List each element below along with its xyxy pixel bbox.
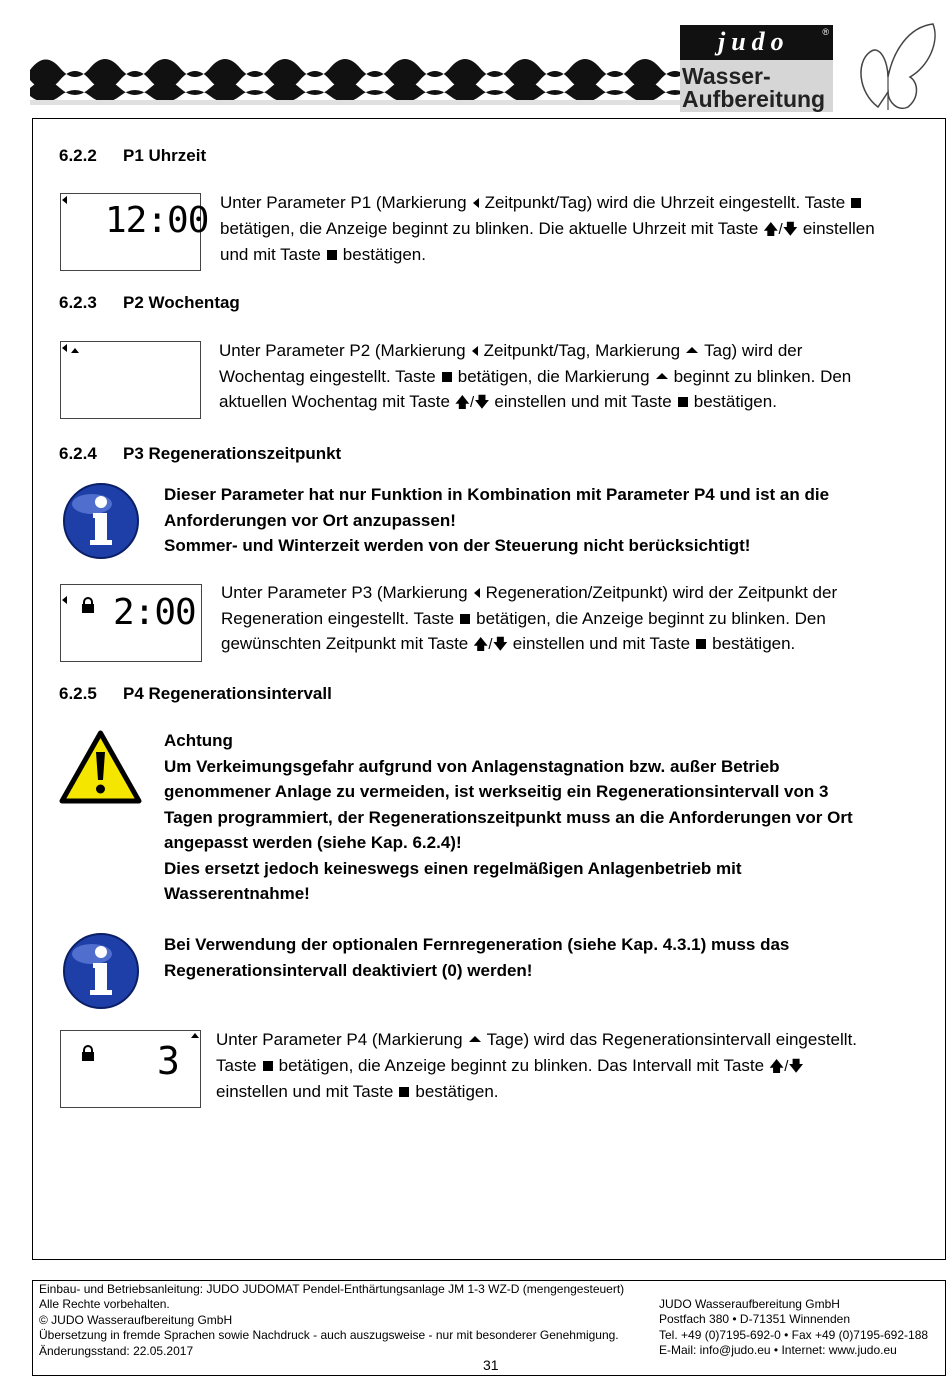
up-down-keys-icon: 🡅/🡇	[768, 1057, 804, 1075]
lock-icon	[81, 597, 95, 613]
footer-line: Alle Rechte vorbehalten.	[39, 1297, 170, 1312]
text-fragment: einstellen und mit Taste	[216, 1082, 394, 1101]
set-key-icon	[442, 372, 452, 382]
marker-left-icon	[474, 588, 480, 598]
set-key-icon	[460, 614, 470, 624]
marker-left-icon	[62, 196, 67, 204]
butterfly-icon	[848, 22, 943, 112]
logo-brand-bar	[680, 25, 833, 60]
info-line: Anforderungen vor Ort anzupassen!	[164, 510, 456, 530]
section-title: P2 Wochentag	[123, 293, 240, 312]
section-title: P4 Regenerationsintervall	[123, 684, 332, 703]
text-fragment: Regeneration/Zeitpunkt) wird der Zeitpunkt der	[485, 583, 838, 602]
judo-logo	[680, 25, 833, 112]
section-number: 6.2.4	[59, 444, 97, 463]
set-key-icon	[399, 1087, 409, 1097]
marker-up-icon	[469, 1036, 481, 1042]
text-fragment: Wochentag eingestellt. Taste	[219, 366, 436, 386]
marker-left-icon	[62, 344, 67, 352]
lcd-display-p4	[60, 1030, 201, 1108]
set-key-icon	[696, 639, 706, 649]
text-fragment: Regeneration eingestellt. Taste	[221, 608, 455, 628]
up-down-keys-icon: 🡅/🡇	[454, 394, 490, 411]
marker-left-icon	[473, 198, 479, 208]
marker-up-icon	[656, 373, 668, 379]
footer-right	[659, 1297, 928, 1359]
warning-line: Wasserentnahme!	[164, 884, 310, 903]
lock-icon	[81, 1045, 95, 1061]
lcd-display-p2	[60, 341, 201, 419]
paragraph-p2	[219, 338, 929, 416]
text-fragment: Unter Parameter P2 (Markierung	[219, 341, 466, 360]
up-down-keys-icon: 🡅/🡇	[763, 220, 799, 238]
set-key-icon	[678, 397, 688, 407]
logo-brand-text: judo	[718, 27, 790, 56]
text-fragment: einstellen und mit Taste	[512, 634, 691, 653]
text-fragment: Zeitpunkt/Tag, Markierung	[483, 341, 681, 360]
footer-line: © JUDO Wasseraufbereitung GmbH	[39, 1312, 233, 1327]
section-heading-6-2-5	[59, 684, 459, 704]
marker-up-icon	[191, 1033, 199, 1038]
warning-line: genommener Anlage zu vermeiden, ist werkseitig ein Regenerationsintervall von 3	[164, 782, 829, 801]
text-fragment: Tage) wird das Regenerationsintervall eingestellt.	[486, 1030, 858, 1049]
text-fragment: Taste	[216, 1055, 257, 1075]
warning-note	[164, 728, 924, 907]
footer-line: Tel. +49 (0)7195-692-0 • Fax +49 (0)7195-692-188	[659, 1327, 929, 1342]
text-fragment: und mit Taste	[220, 245, 321, 264]
text-fragment: einstellen und mit Taste	[494, 392, 672, 411]
section-number: 6.2.3	[59, 293, 97, 312]
footer-line: Übersetzung in fremde Sprachen sowie Nachdruck - auch auszugsweise - nur mit besonderer Genehmigung.	[39, 1328, 619, 1343]
warning-line: Tagen programmiert, der Regenerationszeitpunkt muss an die Anforderungen vor Ort	[164, 807, 853, 827]
footer-line: Änderungsstand: 22.05.2017	[39, 1343, 194, 1358]
lcd-value: 3	[157, 1039, 180, 1083]
text-fragment: betätigen, die Anzeige beginnt zu blinken. Das Intervall mit Taste	[278, 1055, 765, 1075]
info-note-p3	[164, 482, 904, 559]
text-fragment: Unter Parameter P3 (Markierung	[221, 583, 468, 602]
info-note-p4	[164, 932, 904, 983]
text-fragment: bestätigen.	[693, 392, 777, 411]
section-title: P3 Regenerationszeitpunkt	[123, 444, 342, 463]
text-fragment: aktuellen Wochentag mit Taste	[219, 392, 450, 411]
info-line: Bei Verwendung der optionalen Fernregeneration (siehe Kap. 4.3.1) muss das	[164, 935, 790, 954]
section-heading-6-2-4	[59, 444, 459, 464]
text-fragment: Tag) wird der	[704, 341, 803, 360]
logo-line-1: Wasser-	[682, 63, 771, 89]
lcd-value: 2:00	[113, 592, 196, 633]
info-icon	[62, 932, 140, 1010]
section-number: 6.2.2	[59, 146, 97, 165]
marker-left-icon	[62, 596, 67, 604]
info-line: Regenerationsintervall deaktiviert (0) werden!	[164, 960, 533, 980]
footer-line: Einbau- und Betriebsanleitung: JUDO JUDOMAT Pendel-Enthärtungsanlage JM 1-3 WZ-D (mengengesteuert)	[39, 1282, 625, 1296]
set-key-icon	[327, 250, 337, 260]
set-key-icon	[851, 198, 861, 208]
section-heading-6-2-2	[59, 146, 459, 166]
text-fragment: gewünschten Zeitpunkt mit Taste	[221, 634, 469, 653]
section-heading-6-2-3	[59, 293, 459, 313]
logo-line-2: Aufbereitung	[682, 86, 826, 112]
marker-up-icon	[686, 347, 698, 353]
text-fragment: bestätigen.	[415, 1082, 499, 1101]
info-line: Dieser Parameter hat nur Funktion in Kombination mit Parameter P4 und ist an die	[164, 485, 830, 504]
marker-up-icon	[71, 348, 79, 353]
info-line: Sommer- und Winterzeit werden von der Steuerung nicht berücksichtigt!	[164, 536, 751, 555]
header-wave-decoration	[30, 40, 690, 105]
paragraph-p3	[221, 580, 931, 658]
text-fragment: einstellen	[802, 218, 875, 238]
page-footer	[32, 1280, 946, 1376]
warning-icon	[59, 730, 142, 804]
text-fragment: Unter Parameter P1 (Markierung	[220, 193, 467, 212]
set-key-icon	[263, 1061, 273, 1071]
footer-line: E-Mail: info@judo.eu • Internet: www.judo.eu	[659, 1343, 897, 1358]
paragraph-p1	[220, 190, 930, 268]
text-fragment: bestätigen.	[712, 634, 796, 653]
text-fragment: betätigen, die Anzeige beginnt zu blinken. Die aktuelle Uhrzeit mit Taste	[220, 218, 759, 238]
text-fragment: bestätigen.	[342, 245, 426, 264]
marker-left-icon	[472, 346, 478, 356]
info-icon	[62, 482, 140, 560]
section-title: P1 Uhrzeit	[123, 146, 207, 165]
lcd-display-p1	[60, 193, 209, 271]
footer-line: Postfach 380 • D-71351 Winnenden	[659, 1312, 850, 1327]
logo-wordmark	[682, 65, 825, 111]
up-down-keys-icon: 🡅/🡇	[473, 636, 509, 653]
lcd-display-p3	[60, 584, 202, 662]
paragraph-p4	[216, 1027, 931, 1105]
footer-line: JUDO Wasseraufbereitung GmbH	[659, 1297, 840, 1311]
lcd-value: 12:00	[105, 200, 209, 241]
section-number: 6.2.5	[59, 684, 97, 703]
footer-left	[39, 1282, 624, 1359]
warning-line: Dies ersetzt jedoch keineswegs einen regelmäßigen Anlagenbetrieb mit	[164, 858, 742, 878]
page-number: 31	[483, 1357, 499, 1373]
warning-line: angepasst werden (siehe Kap. 6.2.4)!	[164, 833, 462, 852]
text-fragment: Unter Parameter P4 (Markierung	[216, 1030, 463, 1049]
warning-heading: Achtung	[164, 731, 233, 750]
text-fragment: betätigen, die Anzeige beginnt zu blinken. Den	[476, 608, 826, 628]
registered-mark: ®	[822, 27, 829, 37]
warning-line: Um Verkeimungsgefahr aufgrund von Anlagenstagnation bzw. außer Betrieb	[164, 756, 780, 776]
text-fragment: Zeitpunkt/Tag) wird die Uhrzeit eingestellt. Taste	[484, 193, 846, 212]
text-fragment: beginnt zu blinken. Den	[673, 366, 852, 386]
text-fragment: betätigen, die Markierung	[457, 366, 650, 386]
